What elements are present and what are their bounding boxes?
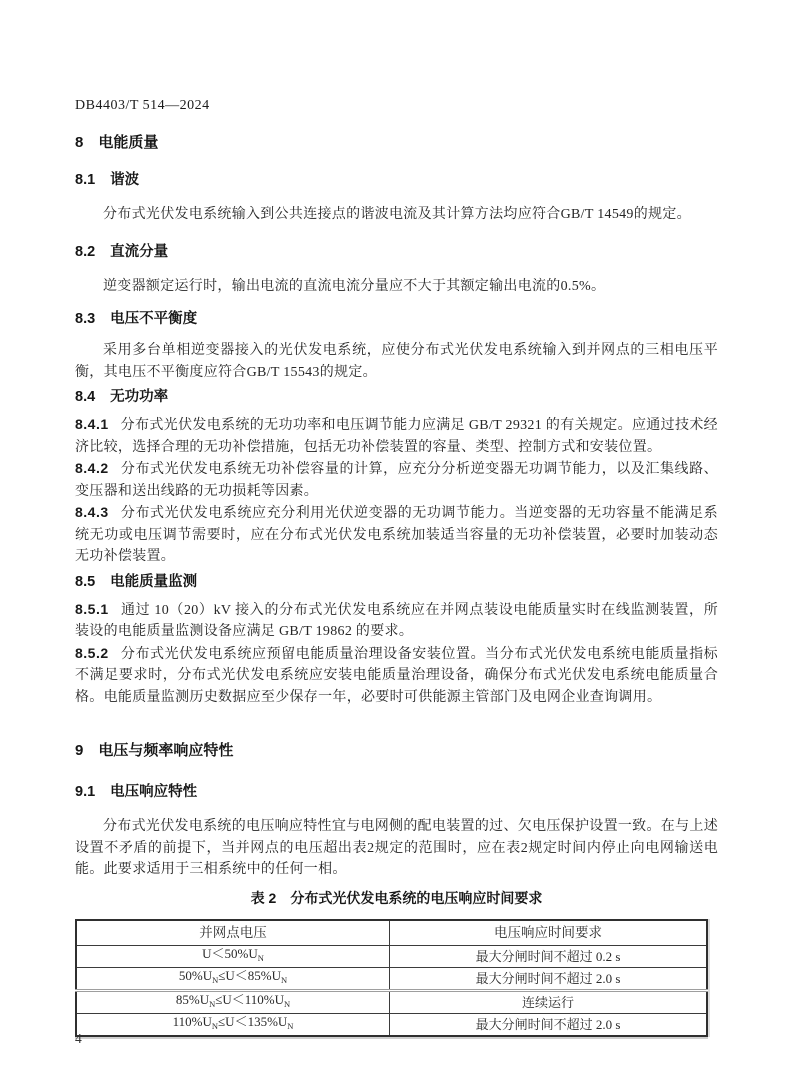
section-title: 电压与频率响应特性	[98, 742, 234, 759]
section-number: 8	[75, 134, 84, 151]
table-caption-title: 分布式光伏发电系统的电压响应时间要求	[290, 889, 543, 906]
section-9-1-heading	[75, 784, 718, 801]
section-8-4-heading	[75, 389, 718, 406]
table-caption-number: 表 2	[250, 889, 277, 906]
section-8-3-paragraph: 采用多台单相逆变器接入的光伏发电系统，应使分布式光伏发电系统输入到并网点的三相电压平衡，其电压不平衡度应符合GB/T 15543的规定。	[75, 343, 718, 380]
response-time-cell: 连续运行	[390, 990, 707, 1013]
clause-number: 8.4.3	[75, 504, 109, 520]
section-number: 8.1	[75, 172, 96, 188]
clause-8-4-1	[75, 414, 718, 458]
standard-number: DB4403/T 514—2024	[75, 98, 210, 113]
clause-8-4-3	[75, 502, 718, 568]
section-9-heading	[75, 742, 718, 760]
clause-8-5-1	[75, 599, 718, 643]
col-header-grid-voltage: 并网点电压	[76, 920, 390, 946]
response-time-cell: 最大分闸时间不超过 2.0 s	[390, 1013, 707, 1036]
voltage-response-table	[75, 919, 708, 1037]
section-8-2-paragraph: 逆变器额定运行时，输出电流的直流电流分量应不大于其额定输出电流的0.5%。	[103, 278, 606, 294]
section-9-1-paragraph: 分布式光伏发电系统的电压响应特性宜与电网侧的配电装置的过、欠电压保护设置一致。在与上述设置不矛盾的前提下，当并网点的电压超出表2规定的范围时，应在表2规定时间内停止向电网输送电能。此要求适用于三相系统中的任何一相。	[75, 819, 718, 877]
section-number: 8.5	[75, 573, 96, 590]
section-8-3-heading	[75, 311, 718, 328]
clause-number: 8.5.2	[75, 644, 109, 661]
table-row	[76, 1013, 707, 1036]
col-header-response-time: 电压响应时间要求	[390, 920, 707, 946]
voltage-range-cell: $85\%U_N\le U<110\%U_N$	[76, 990, 390, 1013]
table-header-row	[76, 920, 707, 946]
clause-number: 8.4.2	[75, 460, 109, 476]
clause-number: 8.5.1	[75, 600, 109, 617]
subscript-n: N	[281, 975, 288, 985]
section-title: 电压响应特性	[110, 784, 198, 800]
section-title: 电能质量监测	[110, 573, 198, 590]
page-content	[75, 0, 718, 1037]
clause-text: 分布式光伏发电系统应充分利用光伏逆变器的无功调节能力。当逆变器的无功容量不能满足系统无功或电压调节需要时，应在分布式光伏发电系统加装适当容量的无功补偿装置，必要时加装动态无功补偿装置。	[75, 506, 718, 564]
section-8-5-heading	[75, 574, 718, 591]
table-row	[76, 967, 707, 990]
section-8-1-heading	[75, 172, 718, 189]
section-number: 9.1	[75, 784, 96, 800]
clause-text: 分布式光伏发电系统无功补偿容量的计算，应充分分析逆变器无功调节能力，以及汇集线路、变压器和送出线路的无功损耗等因素。	[75, 462, 718, 499]
subscript-n: N	[211, 1021, 219, 1031]
section-title: 无功功率	[110, 389, 169, 405]
clause-number: 8.4.1	[75, 416, 109, 432]
table-2-caption	[75, 890, 718, 906]
voltage-range-cell: $110\%U_N\le U<135\%U_N$	[76, 1013, 390, 1036]
section-number: 8.3	[75, 311, 96, 327]
section-title: 直流分量	[110, 243, 169, 260]
section-number: 8.2	[75, 243, 96, 260]
section-8-2-heading	[75, 244, 718, 261]
subscript-n: N	[257, 953, 264, 963]
section-number: 9	[75, 742, 84, 759]
section-number: 8.4	[75, 389, 96, 405]
subscript-n: N	[287, 1021, 294, 1031]
response-time-cell: 最大分闸时间不超过 0.2 s	[390, 945, 707, 967]
voltage-range-cell: $U<50\%U_N$	[76, 945, 390, 967]
clause-8-4-2	[75, 458, 718, 502]
subscript-n: N	[209, 999, 216, 1009]
response-time-cell: 最大分闸时间不超过 2.0 s	[390, 967, 707, 990]
subscript-n: N	[284, 999, 291, 1009]
section-title: 电压不平衡度	[110, 311, 198, 327]
table-row	[76, 990, 707, 1013]
table-row	[76, 945, 707, 967]
section-title: 谐波	[110, 172, 140, 188]
subscript-n: N	[212, 975, 219, 985]
clause-text: 分布式光伏发电系统的无功功率和电压调节能力应满足 GB/T 29321 的有关规定。应通过技术经济比较，选择合理的无功补偿措施，包括无功补偿装置的容量、类型、控制方式和安装位置。	[75, 418, 718, 455]
section-8-heading	[75, 134, 718, 152]
section-8-1-paragraph: 分布式光伏发电系统输入到公共连接点的谐波电流及其计算方法均应符合GB/T 14549的规定。	[103, 207, 691, 222]
clause-text: 分布式光伏发电系统应预留电能质量治理设备安装位置。当分布式光伏发电系统电能质量指标不满足要求时，分布式光伏发电系统应安装电能质量治理设备，确保分布式光伏发电系统电能质量合格。电能质量监测历史数据应至少保存一年，必要时可供能源主管部门及电网企业查询调用。	[75, 646, 718, 705]
clause-text: 通过 10（20）kV 接入的分布式光伏发电系统应在并网点装设电能质量实时在线监测装置，所装设的电能质量监测设备应满足 GB/T 19862 的要求。	[75, 602, 718, 639]
page-number: 4	[75, 1031, 82, 1046]
voltage-range-cell: $50\%U_N\le U<85\%U_N$	[76, 967, 390, 990]
section-title: 电能质量	[98, 134, 159, 151]
clause-8-5-2	[75, 643, 718, 709]
